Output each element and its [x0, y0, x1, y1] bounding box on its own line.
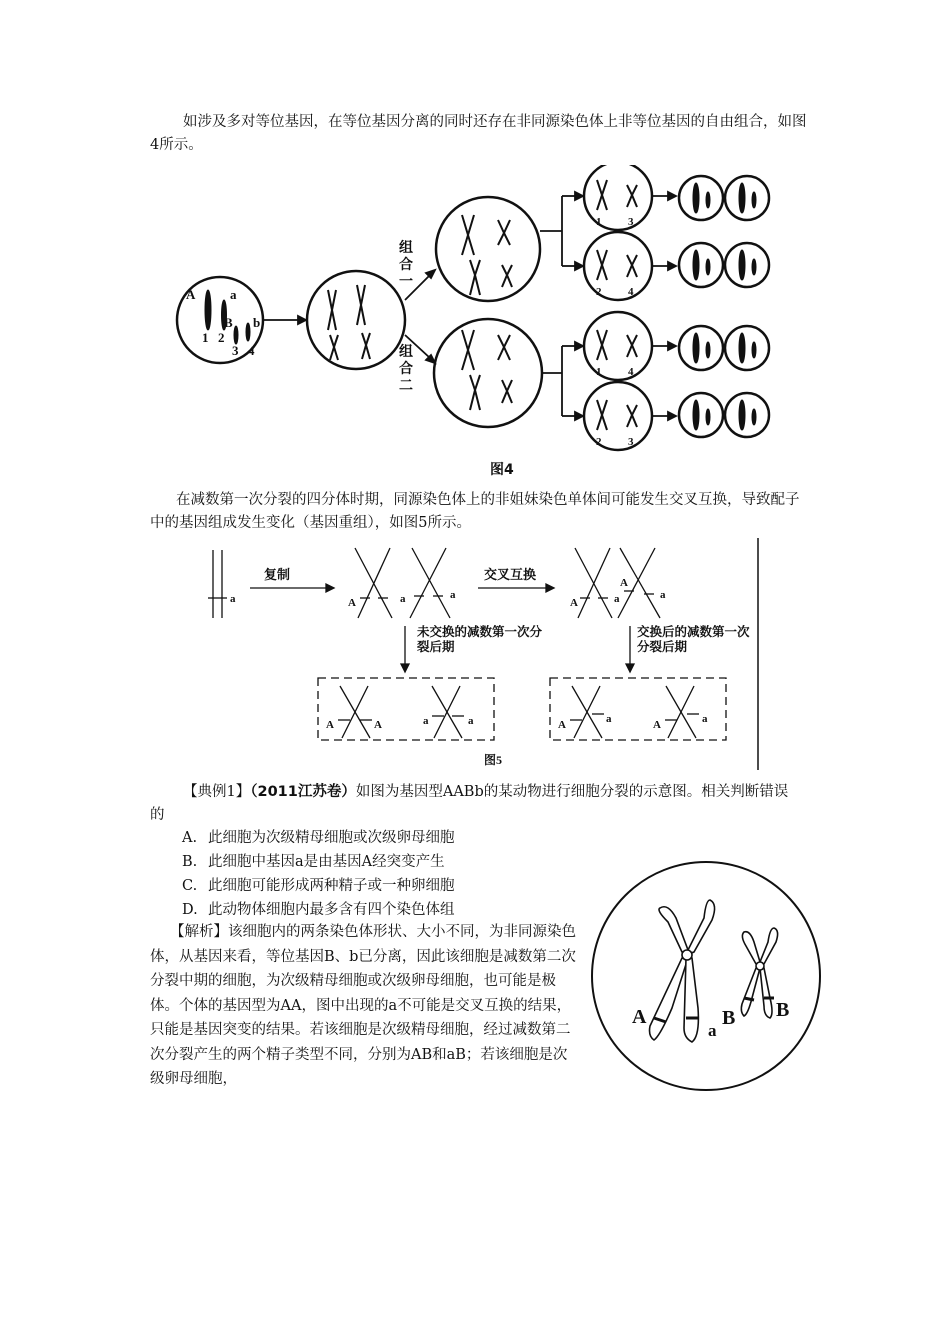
- fig4-gamete-5: [679, 326, 723, 370]
- fig4-cell2a-label-3: 3: [628, 216, 634, 228]
- fig4-cell2b-label-4: 4: [628, 286, 634, 298]
- fig4-cell-2a: [584, 165, 652, 230]
- example-question-text: 如图为基因型AABb的某动物进行细胞分裂的示意图。相关判断错误的: [150, 784, 789, 823]
- option-a-text: 此细胞为次级精母细胞或次级卵母细胞: [208, 830, 455, 846]
- fig5-label-a-5: a: [423, 715, 429, 727]
- fig4-cell-2d: [584, 382, 652, 450]
- option-d-letter: D.: [182, 902, 198, 918]
- option-list: [182, 826, 455, 922]
- option-a: [182, 826, 455, 850]
- fig5-after-exchange-label: 交换后的减数第一次分裂后期: [637, 624, 750, 654]
- option-c: [182, 874, 455, 898]
- fig5-label-A-1: A: [348, 597, 356, 609]
- fig4-cell2b-label-2: 2: [596, 286, 602, 298]
- fig4-gamete-3: [679, 243, 723, 287]
- fig4-combo1-label: 组合一: [399, 240, 413, 290]
- option-c-text: 此细胞可能形成两种精子或一种卵细胞: [208, 878, 455, 894]
- option-b-text: 此细胞中基因a是由基因A经突变产生: [208, 854, 445, 870]
- cell-label-A: A: [632, 1006, 647, 1028]
- fig5-label-a-1: a: [400, 593, 406, 605]
- fig4-gamete-7: [679, 393, 723, 437]
- analysis-text: 该细胞内的两条染色体形状、大小不同，为非同源染色体，从基因来看，等位基因B、b已分离，因此该细胞是减数第二次分裂中期的细胞，为次级精母细胞或次级卵母细胞，也可能是极体。个体的基因型为AA，图中出现的a不可能是交叉互换的结果，只能是基因突变的结果。若该细胞是次级精母细胞，经过减数第二次分裂产生的两个精子类型不同，分别为AB和aB；若该细胞是次级卵母细胞，: [150, 924, 576, 1087]
- cell-label-B-left: B: [722, 1007, 736, 1029]
- figure-5-diagram: [200, 538, 765, 770]
- option-c-letter: C.: [182, 878, 198, 894]
- cell-label-B-right: B: [776, 999, 790, 1021]
- fig5-no-exchange-label: 未交换的减数第一次分裂后期: [417, 624, 543, 654]
- option-b-letter: B.: [182, 854, 198, 870]
- fig4-cell2d-label-3: 3: [628, 436, 634, 448]
- paragraph-2: 在减数第一次分裂的四分体时期，同源染色体上的非姐妹染色单体间可能发生交叉互换，导致配子中的基因组成发生变化（基因重组），如图5所示。: [150, 492, 800, 531]
- fig4-cell2c-label-1: 1: [596, 366, 602, 378]
- fig4-gamete-1: [679, 176, 723, 220]
- fig4-cell2a-label-1: 1: [596, 216, 602, 228]
- fig4-label-B: B: [224, 315, 233, 330]
- fig4-gamete-4: [725, 243, 769, 287]
- fig5-copy-label: 复制: [264, 567, 291, 582]
- fig5-label-A-5: A: [374, 719, 382, 731]
- fig5-label-a-7: a: [606, 713, 612, 725]
- example-source: （2011江苏卷）: [250, 784, 356, 800]
- analysis-paragraph: [150, 920, 578, 1092]
- example-cell-diagram: [588, 858, 828, 1098]
- fig4-gamete-6: [725, 326, 769, 370]
- fig5-label-a-initial: a: [230, 593, 236, 605]
- example-tag: 【典例1】: [183, 784, 251, 800]
- figure-5-caption: 图5: [484, 753, 503, 767]
- cell-label-a: a: [708, 1021, 717, 1040]
- fig4-gamete-8: [725, 393, 769, 437]
- fig4-cell-combo2: [434, 319, 542, 427]
- fig5-label-a-8: a: [702, 713, 708, 725]
- fig4-label-3: 3: [232, 343, 239, 358]
- fig4-label-a: a: [230, 287, 237, 302]
- figure-4-diagram: [172, 165, 782, 455]
- fig4-label-b: b: [253, 315, 261, 330]
- fig4-cell2c-label-4: 4: [628, 366, 634, 378]
- fig4-cell-combo1: [436, 197, 540, 301]
- option-a-letter: A.: [182, 830, 198, 846]
- fig5-label-A-2: A: [570, 597, 578, 609]
- fig4-cell-2b: [584, 232, 652, 300]
- fig4-cell2d-label-2: 2: [596, 436, 602, 448]
- fig4-cell-tetrad: [307, 271, 405, 369]
- fig5-label-A-3: A: [620, 577, 628, 589]
- fig5-label-a-2: a: [450, 589, 456, 601]
- fig4-combo2-label: 组合二: [399, 344, 413, 394]
- fig5-label-A-4: A: [326, 719, 334, 731]
- option-d-text: 此动物体细胞内最多含有四个染色体组: [208, 902, 455, 918]
- fig5-label-A-7: A: [653, 719, 661, 731]
- option-d: [182, 898, 455, 922]
- fig4-gamete-2: [725, 176, 769, 220]
- fig5-label-a-4: a: [660, 589, 666, 601]
- fig5-label-a-3: a: [614, 593, 620, 605]
- option-b: [182, 850, 455, 874]
- fig4-label-A: A: [186, 287, 196, 302]
- analysis-tag: 【解析】: [170, 924, 228, 940]
- fig4-label-4: 4: [248, 343, 255, 358]
- paragraph-1: 如涉及多对等位基因，在等位基因分离的同时还存在非同源染色体上非等位基因的自由组合，如图4所示。: [150, 114, 807, 153]
- fig5-crossover-label: 交叉互换: [484, 567, 537, 582]
- fig4-label-2: 2: [218, 330, 225, 345]
- fig5-label-A-6: A: [558, 719, 566, 731]
- figure-4-caption: 图4: [490, 462, 514, 478]
- fig4-label-1: 1: [202, 330, 209, 345]
- fig4-cell-2c: [584, 312, 652, 380]
- fig5-label-a-6: a: [468, 715, 474, 727]
- example-question: [150, 781, 800, 827]
